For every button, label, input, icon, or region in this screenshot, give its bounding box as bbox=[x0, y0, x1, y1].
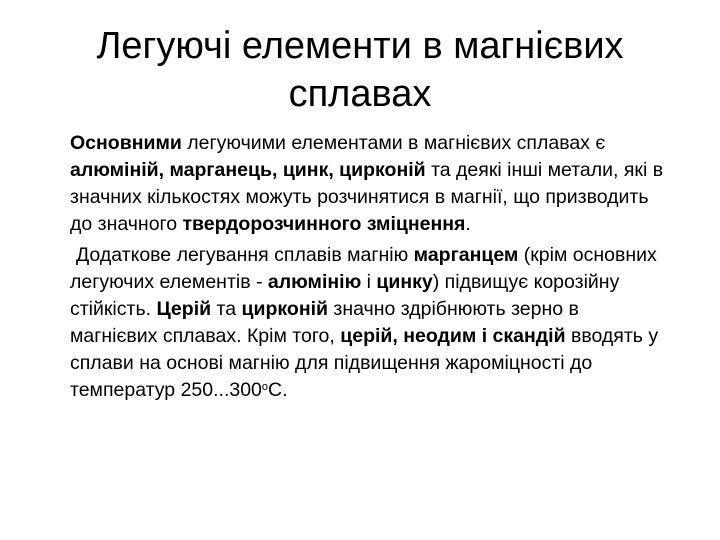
slide-body bbox=[70, 130, 670, 404]
text-segment: церій, неодим і скандій bbox=[340, 325, 566, 347]
text-segment: легуючими елементами в магнієвих сплавах є bbox=[181, 132, 606, 154]
text-segment: (крім основних легуючих елементів - bbox=[70, 244, 657, 293]
text-segment: цирконій bbox=[241, 298, 328, 320]
text-segment: Церій bbox=[156, 298, 212, 320]
text-segment: С. bbox=[268, 379, 288, 401]
text-segment: алюміній, марганець, цинк, цирконій bbox=[70, 159, 426, 181]
text-segment: алюмінію bbox=[267, 271, 362, 293]
paragraph-main-elements bbox=[70, 130, 670, 238]
text-segment: твердорозчинного зміцнення bbox=[182, 213, 466, 235]
slide-title: Легуючі елементи в магнієвих сплавах bbox=[96, 25, 624, 115]
degree-sign: о bbox=[261, 381, 269, 393]
text-segment: Додаткове легування сплавів магнію bbox=[76, 244, 414, 266]
text-segment: марганцем bbox=[413, 244, 519, 266]
text-segment: ) підвищує корозійну стійкість. bbox=[70, 271, 620, 320]
text-segment: цинку bbox=[376, 271, 433, 293]
text-segment: та bbox=[211, 298, 242, 320]
text-segment: . bbox=[465, 213, 471, 235]
paragraph-additional-alloying bbox=[70, 242, 670, 404]
text-segment: вводять у сплави на основі магнію для підвищення жароміцності до температур 250...300 bbox=[70, 325, 659, 401]
text-segment: Основними bbox=[70, 132, 182, 154]
text-segment: значно здрібнюють зерно в магнієвих сплавах. Крім того, bbox=[70, 298, 579, 347]
text-segment: і bbox=[361, 271, 377, 293]
text-segment: та деякі інші метали, які в значних кількостях можуть розчинятися в магнії, що призводить до значного bbox=[70, 159, 664, 235]
